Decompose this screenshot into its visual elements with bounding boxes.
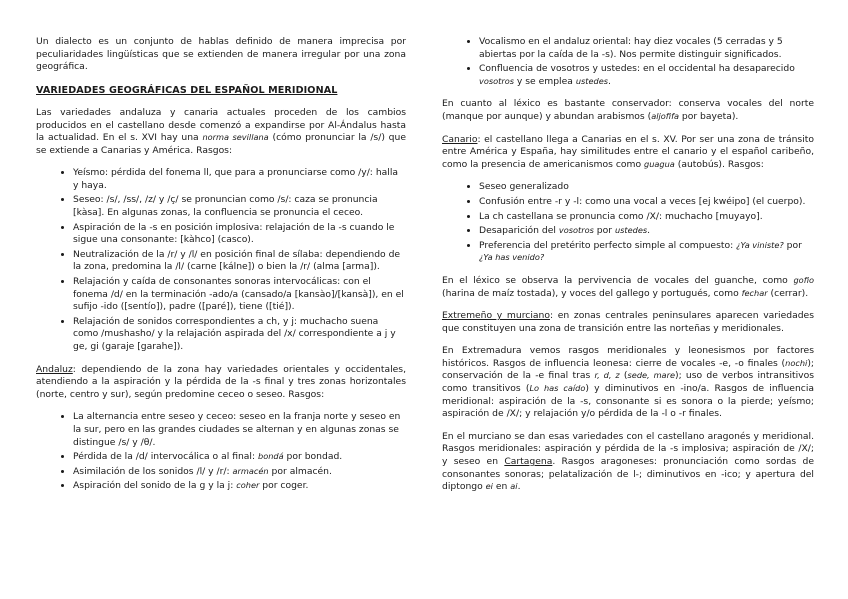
andaluz-list (36, 411, 406, 493)
list-item: • La ch castellana se pronuncia como /X/: muchacho [muyayo]. (479, 211, 814, 224)
list-item: • Asimilación de los sonidos /l/ y /r/: armacén por almacén. (73, 466, 406, 479)
list-item: • Aspiración del sonido de la g y la j: coher por coger. (73, 480, 406, 493)
canario-label: Canario (442, 133, 478, 145)
lexico-paragraph: En cuanto al léxico es bastante conservador: conserva vocales del norte (manque por aunque) y abundan arabismos (aljofifa por bayeta). (442, 98, 814, 122)
canario-list (442, 181, 814, 265)
extremeno-paragraph: Extremeño y murciano: en zonas centrales peninsulares aparecen variedades que constituyen una zona de transición entre las norteñas y meridionales. (442, 310, 814, 334)
murciano-paragraph: En el murciano se dan esas variedades con el castellano aragonés y meridional. Rasgos meridionales: aspiración y pérdida de la -s implosiva; aspiración de /X/; y seseo en Cartagena. Rasgos aragoneses: pronunciación como sordas de consonantes sonoras; pelatalización de l-; diminutivos en -ico; y apertura del diptongo ei en ai. (442, 430, 814, 493)
extremeno-label: Extremeño y murciano (442, 310, 550, 322)
intro-paragraph: Un dialecto es un conjunto de hablas definido de manera imprecisa por peculiaridades lingüísticas que se extienden de manera irregular por una zona geográfica. (36, 36, 406, 73)
right-column (442, 36, 814, 504)
list-item: • Vocalismo en el andaluz oriental: hay diez vocales (5 cerradas y 5 abiertas por la caída de la -s). Nos permite distinguir significados. (479, 36, 814, 61)
list-item: • Yeísmo: pérdida del fonema ll, que para a pronunciarse como /y/: halla y haya. (73, 167, 406, 192)
list-item: • La alternancia entre seseo y ceceo: seseo en la franja norte y seseo en la sur, pero en las grandes ciudades se alternan y en algunas zonas se distingue /s/ y /θ/. (73, 411, 406, 449)
list-item: • Relajación y caída de consonantes sonoras intervocálicas: con el fonema /d/ en la terminación -ado/a (cansado/a [kansào]/[kansà]), en el sufijo -ido ([sentío]), padre ([paré]), tiene ([tié]). (73, 276, 406, 314)
extremadura-paragraph: En Extremadura vemos rasgos meridionales y leonesismos por factores históricos. Rasgos de influencia leonesa: cierre de vocales -e, -o finales (nochi); conservación de la -e final tras r, d, z (sede, mare); uso de verbos intransitivos como transitivos (Lo has caído) y diminutivos en -ino/a. Rasgos de influencia meridional: aspiración de la -s, consonante si es sonora o la pierde; yeísmo; aspiración de /X/; y relajación y/o pérdida de la -l o -r finales. (442, 345, 815, 420)
left-column (36, 36, 406, 503)
list-item: • Aspiración de la -s en posición implosiva: relajación de la -s cuando le sigue una consonante: [kàhco] (casco). (73, 222, 406, 247)
guanche-paragraph: En el léxico se observa la pervivencia de vocales del guanche, como gofio (harina de maíz tostada), y voces del gallego y portugués, como fechar (cerrar). (442, 274, 814, 299)
list-item: • Desaparición del vosotros por ustedes. (479, 225, 814, 238)
andaluz-label: Andaluz (36, 363, 73, 375)
list-item: • Neutralización de la /r/ y /l/ en posición final de sílaba: dependiendo de la zona, predomina la /l/ (carne [kálne]) o bien la /r/ (alma [arma]). (73, 249, 406, 274)
oriental-list (442, 36, 814, 88)
canario-paragraph: Canario: el castellano llega a Canarias en el s. XV. Por ser una zona de tránsito entre América y España, hay similitudes entre el canario y el español caribeño, como la presencia de americanismos como guagua (autobús). Rasgos: (442, 133, 814, 170)
section-heading: VARIEDADES GEOGRÁFICAS DEL ESPAÑOL MERIDIONAL (36, 84, 338, 96)
list-item: • Preferencia del pretérito perfecto simple al compuesto: ¿Ya viniste? por ¿Ya has venido? (479, 240, 814, 265)
rasgos-list (36, 167, 406, 353)
list-item: • Pérdida de la /d/ intervocálica o al final: bondá por bondad. (73, 451, 406, 464)
list-item: • Relajación de sonidos correspondientes a ch, y j: muchacho suena como /mushasho/ y la relajación aspirada del /x/ correspondiente a j y ge, gi (garaje [garahe]). (73, 316, 406, 354)
list-item: • Seseo: /s/, /ss/, /z/ y /ç/ se pronuncian como /s/: caza se pronuncia [kàsa]. En algunas zonas, la confluencia se pronuncia el ceceo. (73, 194, 406, 219)
andaluz-paragraph: Andaluz: dependiendo de la zona hay variedades orientales y occidentales, atendiendo a la aspiración y la pérdida de la -s final y tres zonas horizontales (norte, centro y sur), según predomine ceceo o seseo. Rasgos: (36, 363, 406, 400)
andaluz-canario-paragraph: Las variedades andaluza y canaria actuales proceden de los cambios producidos en el castellano desde comenzó a expandirse por Al-Ándalus hasta la actualidad. En el s. XVI hay una norma sevillana (cómo pronunciar la /s/) que se extiende a Canarias y América. Rasgos: (36, 106, 406, 156)
list-item: • Confluencia de vosotros y ustedes: en el occidental ha desaparecido vosotros y se emplea ustedes. (479, 63, 814, 88)
list-item: • Confusión entre -r y -l: como una vocal a veces [ej kwéipo] (el cuerpo). (479, 196, 814, 209)
list-item: • Seseo generalizado (479, 181, 814, 194)
